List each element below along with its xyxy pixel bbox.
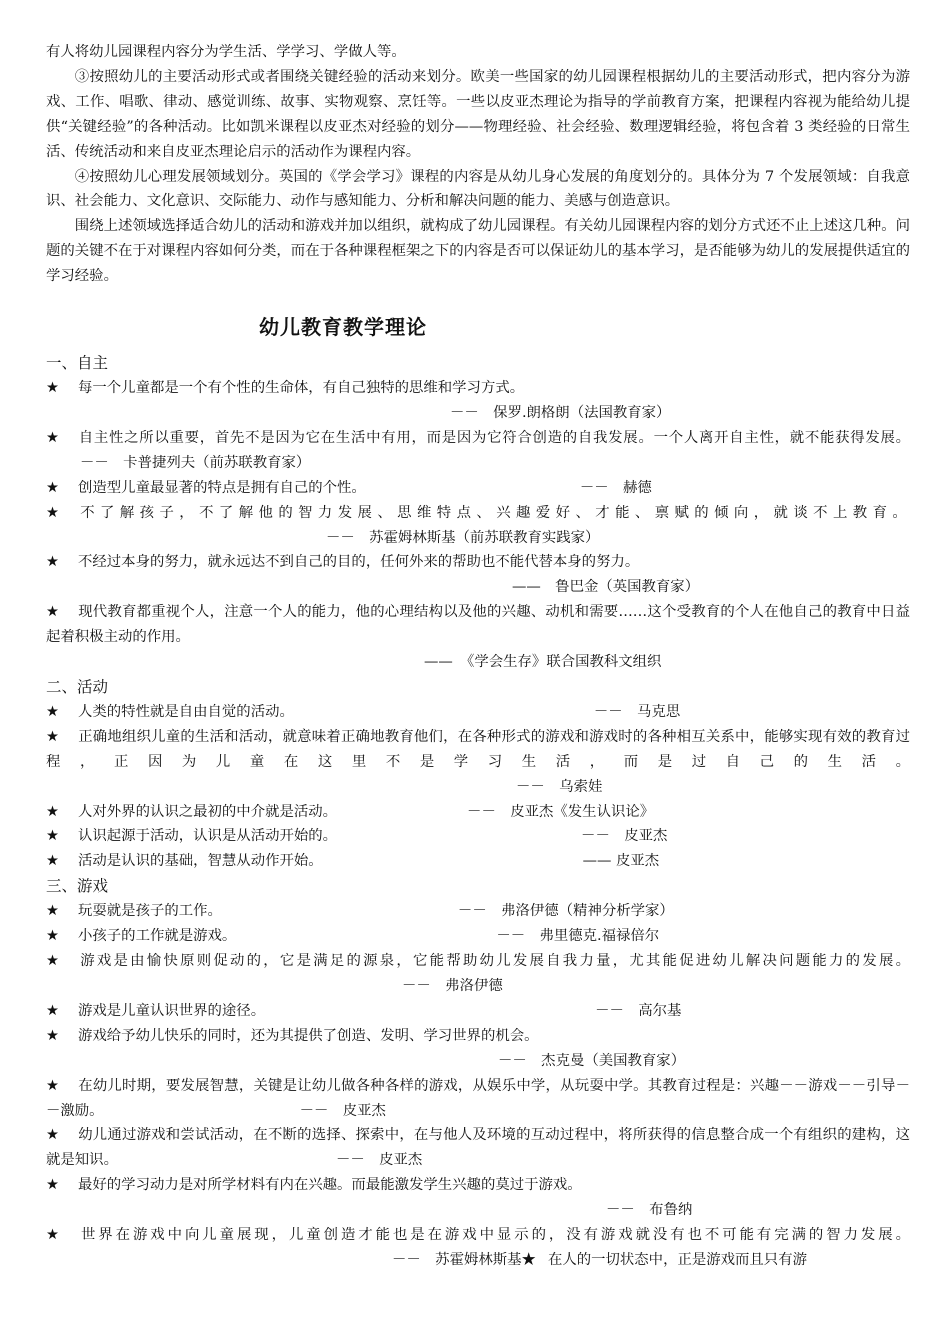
quote-item: [46, 949, 910, 999]
quote-item: [46, 1223, 910, 1273]
star-icon: ★: [46, 1002, 59, 1019]
quote-text: 人类的特性就是自由自觉的活动。: [78, 703, 294, 720]
quote-source: －－ 马克思: [593, 703, 681, 720]
star-icon: ★: [46, 903, 59, 920]
quote-text: 自主性之所以重要，首先不是因为它在生活中有用，而是因为它符合创造的自我发展。一个人离开自主性，就不能获得发展。: [78, 429, 910, 446]
quote-item: [46, 550, 910, 575]
quote-source: —— 《学会生存》联合国教科文组织: [424, 654, 662, 671]
quote-text: 在幼儿时期，要发展智慧，关键是让幼儿做各种各样的游戏，从娱乐中学，从玩耍中学。其教育过程是：兴趣－－游戏－－引导－－激励。: [46, 1077, 910, 1119]
star-icon: ★: [521, 1251, 536, 1268]
quote-text: 游戏给予幼儿快乐的同时，还为其提供了创造、发明、学习世界的机会。: [78, 1027, 539, 1044]
star-icon: ★: [46, 1227, 59, 1244]
quote-source: －－ 乌索娃: [516, 778, 603, 795]
quote-source: —— 鲁巴金（英国教育家）: [512, 579, 700, 596]
quote-source: －－ 保罗.朗格朗（法国教育家）: [450, 404, 671, 421]
quote-source: －－ 皮亚杰: [335, 1152, 423, 1169]
quote-text: 玩耍就是孩子的工作。: [78, 903, 222, 920]
star-icon: ★: [46, 803, 59, 820]
star-icon: ★: [46, 1077, 59, 1094]
section-heading-play: 三、游戏: [46, 877, 109, 896]
quote-text: 不了解孩子，不了解他的智力发展、思维特点、兴趣爱好、才能、禀赋的倾向，就谈不上教育。: [78, 504, 910, 521]
quote-item: [46, 600, 910, 650]
star-icon: ★: [46, 828, 59, 845]
quote-text: 幼儿通过游戏和尝试活动，在不断的选择、探索中，在与他人及环境的互动过程中，将所获得的信息整合成一个有组织的建构，这就是知识。: [46, 1127, 910, 1169]
quote-item: [46, 824, 910, 849]
quote-item: [46, 849, 910, 874]
star-icon: ★: [46, 1027, 59, 1044]
quote-text: 活动是认识的基础，智慧从动作开始。: [78, 853, 323, 870]
quote-source: －－ 皮亚杰: [299, 1102, 386, 1119]
star-icon: ★: [46, 429, 59, 446]
quote-item: [46, 800, 910, 825]
intro-paragraph-1: 有人将幼儿园课程内容分为学生活、学学习、学做人等。: [46, 44, 406, 60]
star-icon: ★: [46, 1127, 59, 1144]
quote-text: 现代教育都重视个人，注意一个人的能力，他的心理结构以及他的兴趣、动机和需要……这个受教育的个人在他自己的教育中日益起着积极主动的作用。: [46, 604, 910, 646]
quote-source: －－ 苏霍姆林斯基: [392, 1251, 522, 1268]
quote-source: －－ 卡普捷列夫（前苏联教育家）: [80, 454, 311, 471]
quote-item: [46, 426, 910, 476]
document-title: 幼儿教育教学理论: [259, 315, 427, 340]
star-icon: ★: [46, 380, 59, 397]
quote-source: －－ 赫德: [579, 479, 652, 496]
quote-text: 在人的一切状态中，正是游戏而且只有游: [547, 1251, 807, 1268]
quote-text: 每一个儿童都是一个有个性的生命体，有自己独特的思维和学习方式。: [78, 380, 525, 397]
quote-item: [46, 899, 910, 924]
quote-text: 创造型儿童最显著的特点是拥有自己的个性。: [78, 479, 366, 496]
star-icon: ★: [46, 728, 59, 745]
quote-item: [46, 501, 910, 551]
quote-source: －－ 弗洛伊德（精神分析学家）: [457, 903, 674, 920]
quote-item: [46, 924, 910, 949]
quote-source: －－ 皮亚杰: [581, 828, 668, 845]
intro-paragraph-2: ③按照幼儿的主要活动形式或者围绕关键经验的活动来划分。欧美一些国家的幼儿园课程根据幼儿的主要活动形式，把内容分为游戏、工作、唱歌、律动、感觉训练、故事、实物观察、烹饪等。一些以皮亚杰理论为指导的学前教育方案，把课程内容视为能给幼儿提供“关键经验”的各种活动。比如凯米课程以皮亚杰对经验的划分——物理经验、社会经验、数理逻辑经验，将包含着 3 类经验的日常生活、传统活动和来自皮亚杰理论启示的活动作为课程内容。: [46, 68, 910, 160]
star-icon: ★: [46, 604, 59, 621]
quote-source: —— 皮亚杰: [582, 853, 660, 870]
quote-item: [46, 476, 910, 501]
intro-paragraph-3: ④按照幼儿心理发展领域划分。英国的《学会学习》课程的内容是从幼儿身心发展的角度划分的。具体分为 7 个发展领域：自我意识、社会能力、文化意识、交际能力、动作与感知能力、分析和解决问题的能力、美感与创造意识。: [46, 168, 910, 210]
star-icon: ★: [46, 853, 59, 870]
quote-text: 游戏是由愉快原则促动的，它是满足的源泉，它能帮助幼儿发展自我力量，尤其能促进幼儿解决问题能力的发展。: [78, 953, 910, 970]
intro-paragraph-4: 围绕上述领域选择适合幼儿的活动和游戏并加以组织，就构成了幼儿园课程。有关幼儿园课程内容的划分方式还不止上述这几种。问题的关键不在于对课程内容如何分类，而在于各种课程框架之下的内容是否可以保证幼儿的基本学习，是否能够为幼儿的发展提供适宜的学习经验。: [46, 218, 910, 285]
star-icon: ★: [46, 928, 59, 945]
quote-text: 人对外界的认识之最初的中介就是活动。: [78, 803, 338, 820]
quote-item: [46, 725, 910, 800]
quote-item: [46, 376, 910, 401]
quote-item: [46, 700, 910, 725]
quote-item: [46, 1123, 910, 1173]
star-icon: ★: [46, 479, 59, 496]
quote-item: [46, 1074, 910, 1124]
quote-text: 小孩子的工作就是游戏。: [78, 928, 237, 945]
quote-item: [46, 1173, 910, 1198]
quote-source: －－ 杰克曼（美国教育家）: [498, 1052, 686, 1069]
quote-source: －－ 苏霍姆林斯基（前苏联教育实践家）: [326, 529, 600, 546]
star-icon: ★: [46, 953, 59, 970]
quote-text: 最好的学习动力是对所学材料有内在兴趣。而最能激发学生兴趣的莫过于游戏。: [78, 1177, 582, 1194]
section-heading-activity: 二、活动: [46, 677, 109, 696]
quote-text: 认识起源于活动，认识是从活动开始的。: [78, 828, 338, 845]
star-icon: ★: [46, 703, 59, 720]
quote-item: [46, 1024, 910, 1049]
quote-source: －－ 皮亚杰《发生认识论》: [467, 803, 655, 820]
quote-source: －－ 弗里德克.福禄倍尔: [496, 928, 660, 945]
quote-text: 正确地组织儿童的生活和活动，就意味着正确地教育他们，在各种形式的游戏和游戏时的各种相互关系中，能够实现有效的教育过程，正因为儿童在这里不是学习生活，而是过自己的生活。: [46, 728, 910, 770]
quote-source: －－ 弗洛伊德: [402, 978, 503, 994]
quote-text: 游戏是儿童认识世界的途径。: [78, 1002, 266, 1019]
quote-item: [46, 999, 910, 1024]
section-heading-autonomy: 一、自主: [46, 354, 109, 373]
star-icon: ★: [46, 504, 63, 521]
quote-text: 不经过本身的努力，就永远达不到自己的目的，任何外来的帮助也不能代替本身的努力。: [78, 554, 640, 571]
quote-source: －－ 高尔基: [595, 1002, 682, 1019]
star-icon: ★: [46, 1177, 59, 1194]
star-icon: ★: [46, 554, 59, 571]
quote-text: 世界在游戏中向儿童展现，儿童创造才能也是在游戏中显示的，没有游戏就没有也不可能有完满的智力发展。: [78, 1227, 910, 1244]
quote-source: －－ 布鲁纳: [606, 1202, 693, 1219]
